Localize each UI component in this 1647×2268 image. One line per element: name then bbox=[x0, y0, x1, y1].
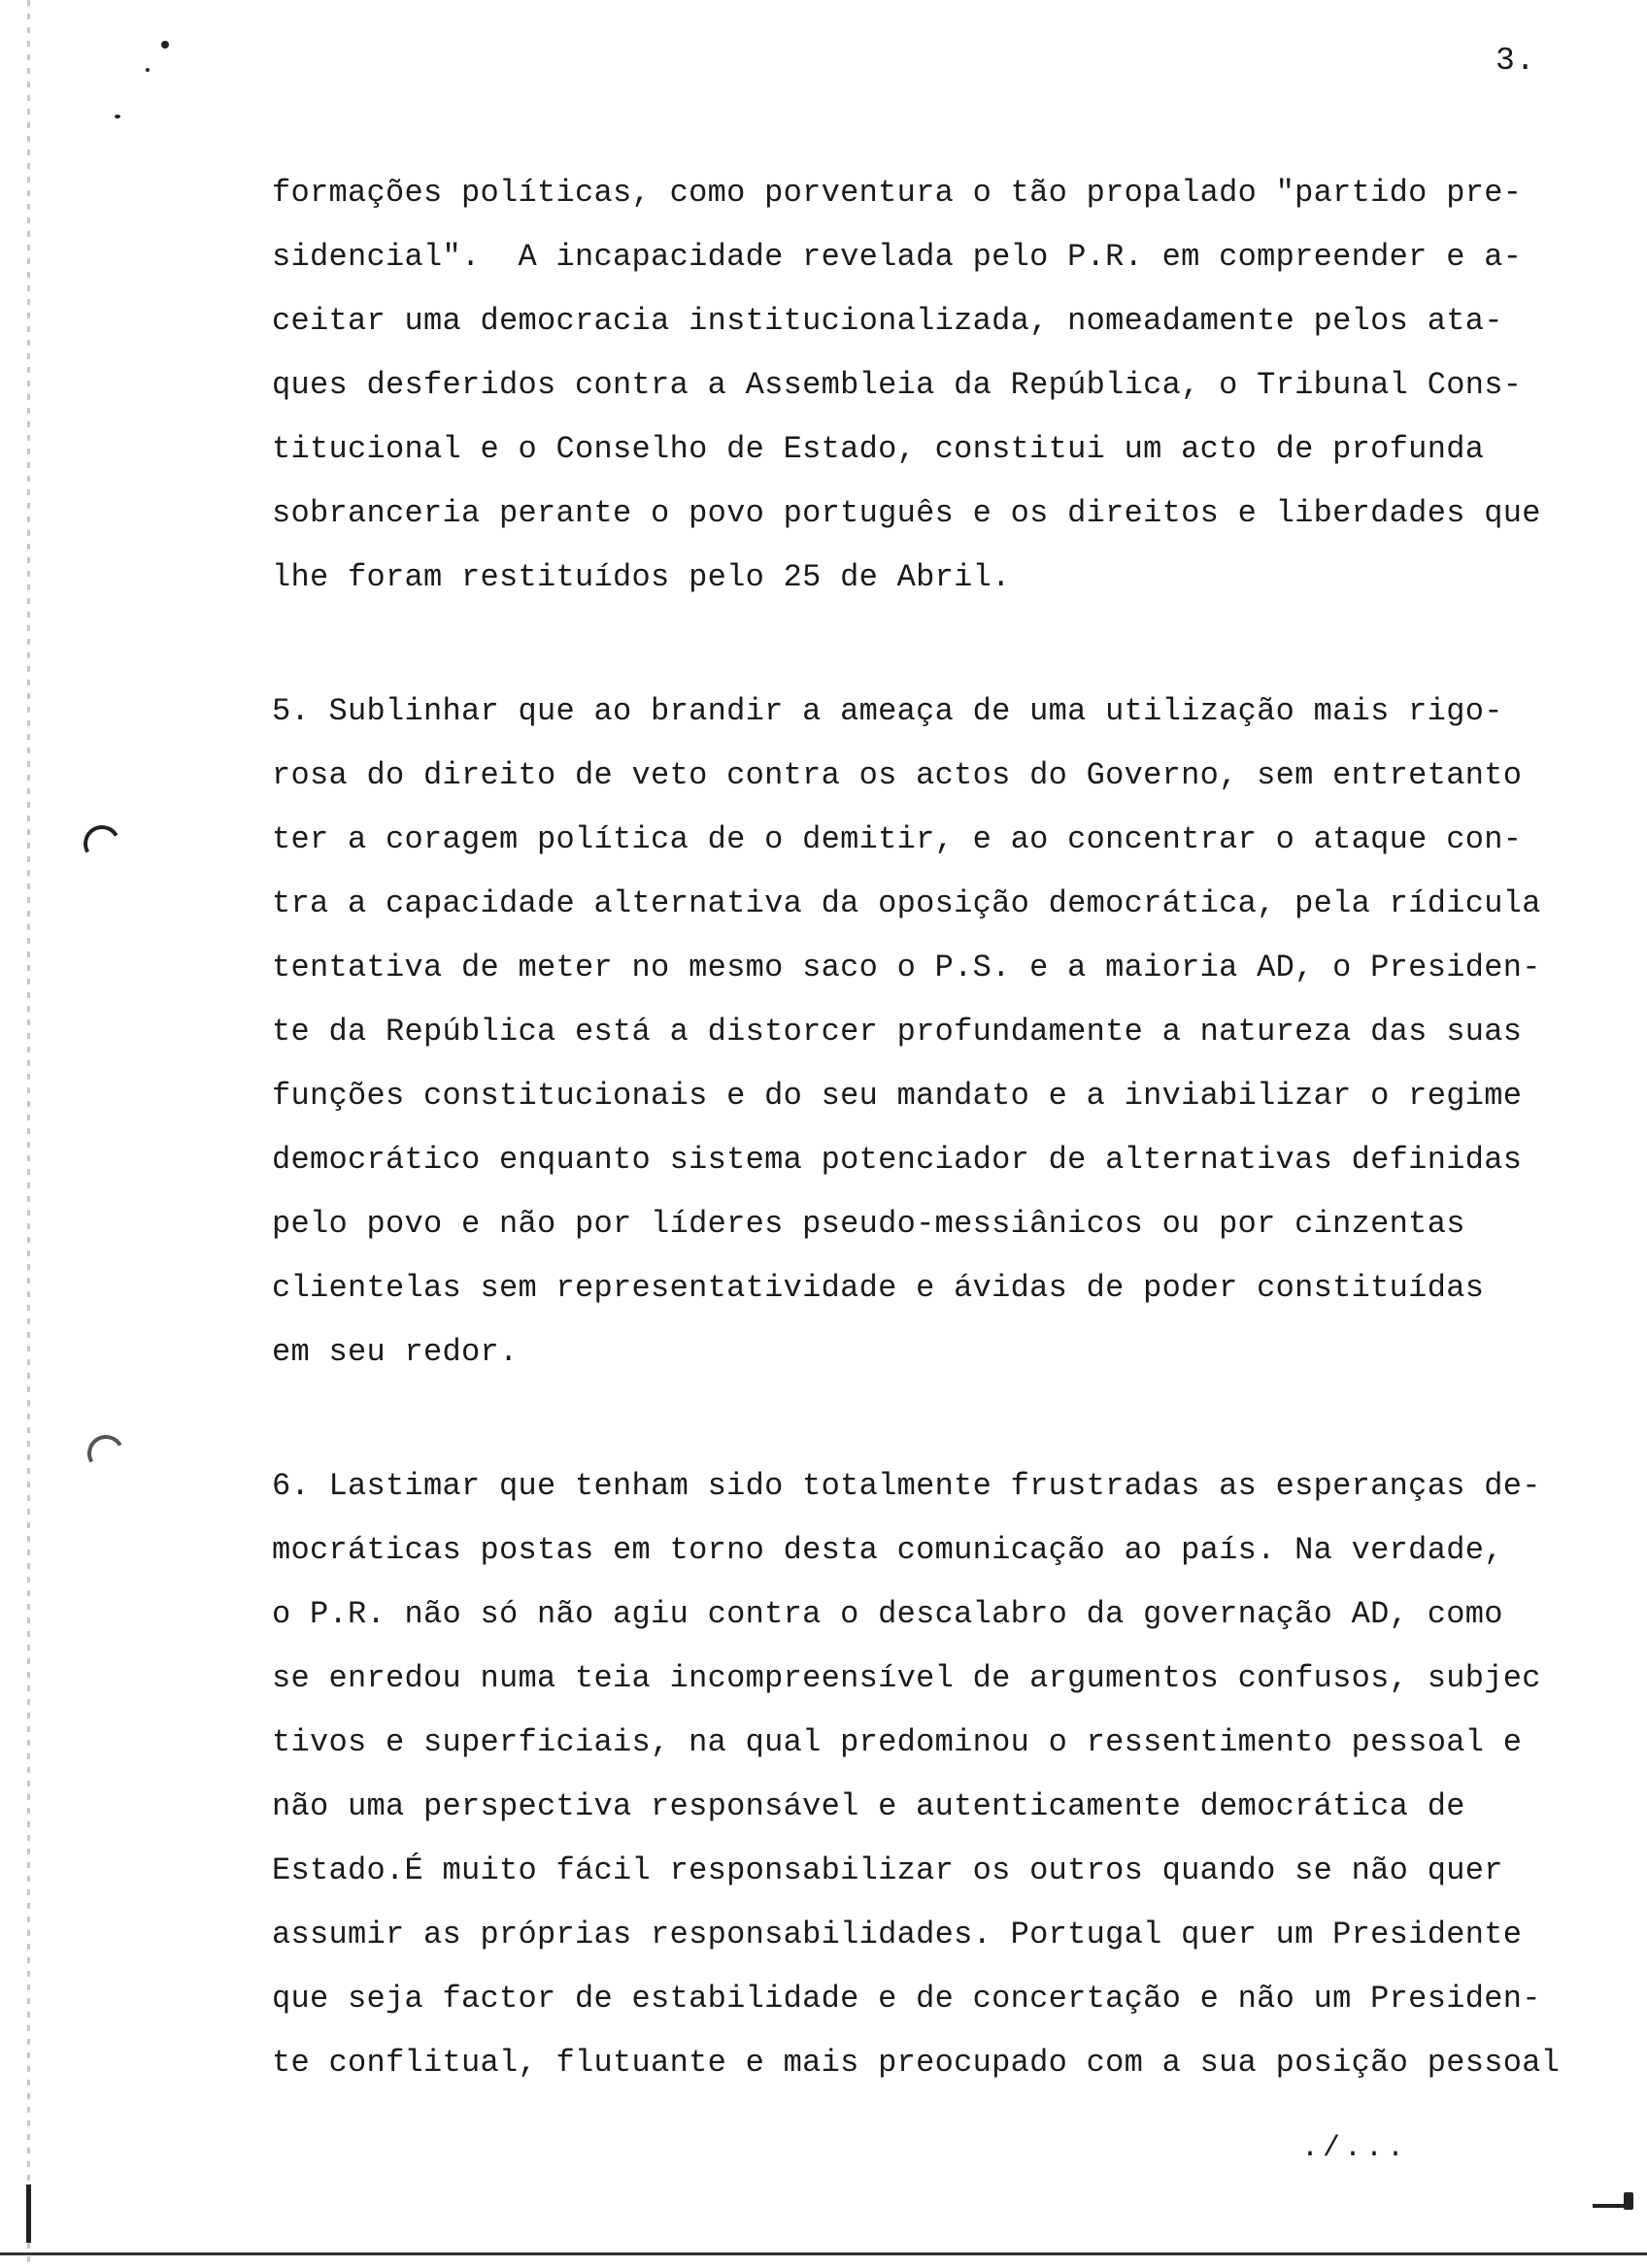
scan-speck bbox=[161, 41, 169, 49]
text-line: Estado.É muito fácil responsabilizar os outros quando se não quer bbox=[272, 1852, 1503, 1888]
text-line: sobranceria perante o povo português e os direitos e liberdades que bbox=[272, 495, 1541, 531]
scan-left-edge-mark bbox=[26, 2185, 31, 2243]
text-line: 5. Sublinhar que ao brandir a ameaça de uma utilização mais rigo- bbox=[272, 693, 1503, 729]
text-line: titucional e o Conselho de Estado, constitui um acto de profunda bbox=[272, 431, 1485, 467]
text-line: o P.R. não só não agiu contra o descalabro da governação AD, como bbox=[272, 1596, 1503, 1632]
scan-bottom-edge bbox=[0, 2252, 1647, 2255]
text-line: formações políticas, como porventura o tão propalado "partido pre- bbox=[272, 175, 1523, 211]
text-line: democrático enquanto sistema potenciador de alternativas definidas bbox=[272, 1142, 1523, 1178]
text-line: ter a coragem política de o demitir, e ao concentrar o ataque con- bbox=[272, 821, 1523, 857]
scan-speck bbox=[146, 68, 150, 72]
paragraph-6 bbox=[272, 1454, 1612, 2095]
text-line: ques desferidos contra a Assembleia da República, o Tribunal Cons- bbox=[272, 367, 1523, 403]
text-line: se enredou numa teia incompreensível de argumentos confusos, subjec bbox=[272, 1660, 1541, 1696]
paragraph-1 bbox=[272, 161, 1612, 610]
text-line: te da República está a distorcer profundamente a natureza das suas bbox=[272, 1014, 1523, 1050]
scan-corner-mark bbox=[1624, 2192, 1633, 2210]
text-line: assumir as próprias responsabilidades. Portugal quer um Presidente bbox=[272, 1917, 1523, 1952]
scan-speck bbox=[115, 115, 120, 118]
text-line: funções constitucionais e do seu mandato e a inviabilizar o regime bbox=[272, 1078, 1523, 1114]
text-line: lhe foram restituídos pelo 25 de Abril. bbox=[272, 559, 1011, 595]
continuation-mark: ./... bbox=[1301, 2132, 1409, 2165]
text-line: 6. Lastimar que tenham sido totalmente frustradas as esperanças de- bbox=[272, 1468, 1541, 1504]
text-line: clientelas sem representatividade e ávidas de poder constituídas bbox=[272, 1270, 1485, 1306]
text-line: sidencial". A incapacidade revelada pelo P.R. em compreender e a- bbox=[272, 239, 1523, 275]
punch-hole-mark bbox=[84, 1431, 129, 1477]
text-line: que seja factor de estabilidade e de concertação e não um Presiden- bbox=[272, 1981, 1541, 2017]
text-line: não uma perspectiva responsável e autenticamente democrática de bbox=[272, 1788, 1465, 1824]
text-line: tentativa de meter no mesmo saco o P.S. e a maioria AD, o Presiden- bbox=[272, 950, 1541, 985]
page-number: 3. bbox=[1496, 43, 1536, 79]
text-line: tra a capacidade alternativa da oposição democrática, pela rídicula bbox=[272, 885, 1541, 921]
text-line: em seu redor. bbox=[272, 1334, 519, 1370]
text-line: mocráticas postas em torno desta comunicação ao país. Na verdade, bbox=[272, 1532, 1503, 1568]
text-line: ceitar uma democracia institucionalizada, nomeadamente pelos ata- bbox=[272, 303, 1503, 339]
text-line: rosa do direito de veto contra os actos do Governo, sem entretanto bbox=[272, 757, 1523, 793]
text-line: tivos e superficiais, na qual predominou o ressentimento pessoal e bbox=[272, 1724, 1523, 1760]
text-line: te conflitual, flutuante e mais preocupado com a sua posição pessoal bbox=[272, 2045, 1561, 2081]
text-line: pelo povo e não por líderes pseudo-messiânicos ou por cinzentas bbox=[272, 1206, 1465, 1242]
punch-hole-mark bbox=[80, 821, 125, 867]
paragraph-5 bbox=[272, 680, 1612, 1384]
scan-left-edge bbox=[27, 0, 30, 2268]
